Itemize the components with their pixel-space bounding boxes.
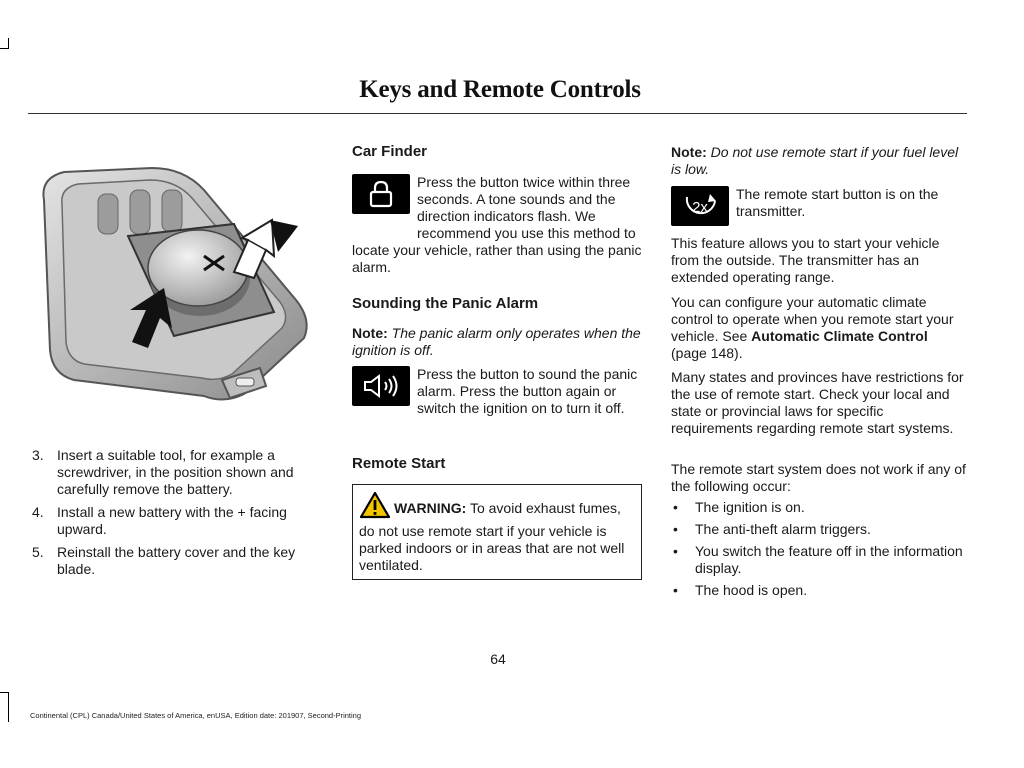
remote-start-heading: Remote Start bbox=[352, 455, 446, 472]
battery-steps-list bbox=[28, 447, 318, 584]
paragraph bbox=[671, 294, 967, 362]
step-text: Reinstall the battery cover and the key blade. bbox=[57, 544, 296, 577]
icon-label: 2x bbox=[692, 199, 708, 216]
panic-text: Press the button to sound the panic alarm. Press the button again or switch the ignition on to turn it off. bbox=[417, 366, 638, 416]
paragraph: This feature allows you to start your vehicle from the outside. The transmitter has an extended operating range. bbox=[671, 235, 940, 285]
key-fob-battery-illustration bbox=[34, 160, 320, 416]
note-text: Do not use remote start if your fuel level is low. bbox=[671, 144, 959, 177]
step-number: 5. bbox=[32, 544, 44, 560]
crop-mark bbox=[8, 38, 9, 49]
list-item bbox=[28, 447, 318, 498]
fuel-note bbox=[671, 144, 967, 178]
remote-start-button-text: The remote start button is on the transmitter. bbox=[736, 186, 939, 219]
panic-text-block bbox=[352, 366, 644, 418]
header-divider bbox=[28, 113, 967, 114]
remote-start-2x-icon bbox=[671, 186, 729, 226]
step-number: 3. bbox=[32, 447, 44, 463]
car-finder-heading: Car Finder bbox=[352, 143, 428, 160]
step-number: 4. bbox=[32, 504, 44, 520]
page-title: Keys and Remote Controls bbox=[359, 76, 641, 103]
footer-edition-text: Continental (CPL) Canada/United States of America, enUSA, Edition date: 201907, Second-Printing bbox=[30, 711, 362, 720]
note-label: Note: bbox=[671, 144, 707, 160]
note-text: The panic alarm only operates when the ignition is off. bbox=[352, 325, 641, 358]
conditions-list bbox=[671, 499, 967, 604]
car-finder-text: Press the button twice within three seconds. A tone sounds and the direction indicators flash. We recommend you use this method to locate your vehicle, rather than using the panic alarm. bbox=[352, 174, 642, 275]
paragraph: The remote start system does not work if any of the following occur: bbox=[671, 461, 966, 494]
note-label: Note: bbox=[352, 325, 388, 341]
paragraph: Many states and provinces have restrictions for the use of remote start. Check your local and state or provincial laws for specific requirements regarding remote start systems. bbox=[671, 369, 964, 436]
cross-reference-link[interactable]: Automatic Climate Control bbox=[751, 328, 928, 344]
warning-text: To avoid exhaust fumes, do not use remote start if your vehicle is parked indoors or in areas that are not well ventilated. bbox=[359, 500, 625, 573]
page-number: 64 bbox=[490, 651, 506, 667]
crop-mark bbox=[0, 692, 9, 693]
step-text: Install a new battery with the + facing upward. bbox=[57, 504, 287, 537]
list-item bbox=[28, 544, 318, 578]
panic-alarm-heading: Sounding the Panic Alarm bbox=[352, 295, 539, 312]
list-item: • The anti-theft alarm triggers. bbox=[671, 521, 967, 538]
crop-mark bbox=[8, 692, 9, 722]
list-item: • The ignition is on. bbox=[671, 499, 967, 516]
warning-box bbox=[352, 484, 642, 580]
warning-triangle-icon bbox=[359, 491, 391, 523]
paragraph-text: You can configure your automatic climate control to operate when you remote start your vehicle. See bbox=[671, 294, 954, 344]
step-text: Insert a suitable tool, for example a screwdriver, in the position shown and carefully remove the battery. bbox=[57, 447, 294, 497]
list-item: • The hood is open. bbox=[671, 582, 967, 599]
paragraph-text: (page 148). bbox=[671, 345, 743, 361]
car-finder-text-block bbox=[352, 174, 644, 276]
list-item bbox=[28, 504, 318, 538]
panic-note bbox=[352, 325, 644, 359]
list-item: • You switch the feature off in the information display. bbox=[671, 543, 967, 577]
warning-label: WARNING: bbox=[394, 500, 467, 516]
